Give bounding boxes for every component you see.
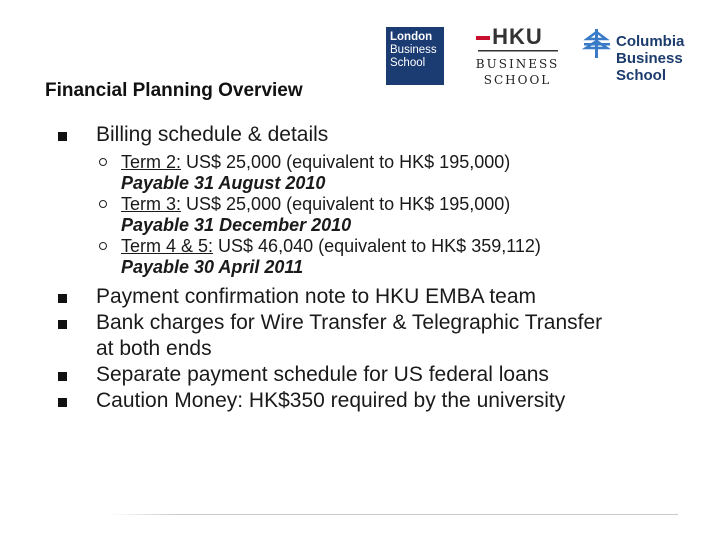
bullet-billing-schedule: Billing schedule & details (58, 122, 698, 148)
lbs-logo-line-2: Business (390, 44, 437, 56)
bullet-bank-charges: Bank charges for Wire Transfer & Telegraphic Transfer at both ends (58, 310, 616, 362)
columbia-crown-icon (582, 28, 612, 60)
circle-bullet-icon (99, 200, 107, 208)
square-bullet-icon (58, 132, 67, 141)
hku-business-school-logo (470, 24, 565, 88)
bullet-us-federal-loans: Separate payment schedule for US federal loans (58, 362, 698, 388)
term-list (58, 152, 698, 278)
square-bullet-icon (58, 294, 67, 303)
square-bullet-icon (58, 320, 67, 329)
slide-title: Financial Planning Overview (45, 80, 303, 101)
cbs-logo-line-2: Business (616, 50, 683, 67)
cbs-logo-line-1: Columbia (616, 33, 685, 50)
circle-bullet-icon (99, 242, 107, 250)
square-bullet-icon (58, 398, 67, 407)
hku-logo-bottom: BUSINESS SCHOOL (475, 57, 560, 87)
lbs-logo-line-3: School (390, 57, 426, 69)
bullet-caution-money: Caution Money: HK$350 required by the university (58, 388, 698, 414)
term-item: Term 3: US$ 25,000 (equivalent to HK$ 195,000) Payable 31 December 2010 (96, 194, 698, 236)
footer-divider (110, 514, 678, 515)
circle-bullet-icon (99, 158, 107, 166)
london-business-school-logo (386, 27, 444, 85)
hku-logo-rule (478, 50, 558, 52)
hku-red-bar (476, 36, 490, 40)
term-item: Term 4 & 5: US$ 46,040 (equivalent to HK$ 359,112) Payable 30 April 2011 (96, 236, 698, 278)
lbs-logo-line-1: London (390, 31, 433, 43)
columbia-business-school-logo (582, 28, 702, 88)
square-bullet-icon (58, 372, 67, 381)
bullet-payment-confirmation: Payment confirmation note to HKU EMBA team (58, 284, 698, 310)
term-item: Term 2: US$ 25,000 (equivalent to HK$ 195,000) Payable 31 August 2010 (96, 152, 698, 194)
slide-body (58, 122, 698, 414)
hku-logo-top: HKU (492, 24, 543, 49)
cbs-logo-line-3: School (616, 67, 667, 84)
